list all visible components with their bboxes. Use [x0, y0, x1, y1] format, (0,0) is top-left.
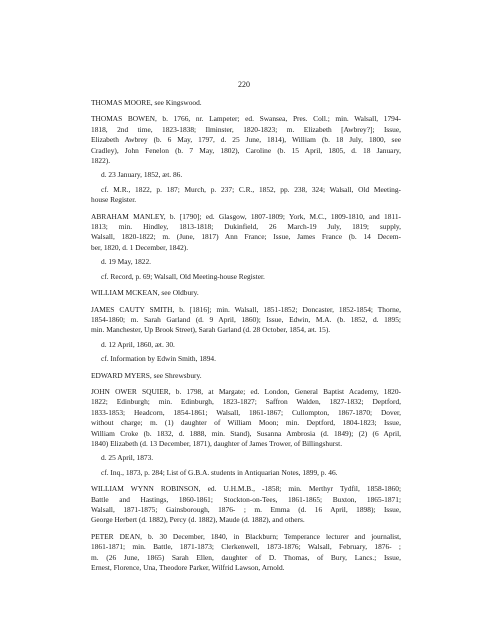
text-line: Cradley), John Fenelon (b. 7 May, 1802), Caroline (b. 15 April, 1805, d. 18 January, [91, 145, 401, 155]
text-line: 1833-1853; Headcorn, 1854-1861; Walsall, 1861-1867; Cullompton, 1867-1870; Dover, [91, 407, 401, 417]
page-number: 220 [238, 80, 250, 89]
text-line: WILLIAM MCKEAN, see Oldbury. [91, 288, 199, 298]
text-line: without charge; m. (1) daughter of William Moon; min. Deptford, 1804-1823; Issue, [91, 418, 401, 428]
entry-note [91, 170, 401, 180]
text-line: ber, 1820, d. 1 December, 1842). [91, 242, 189, 252]
biographical-entry [91, 484, 401, 526]
text-line: cf. Inq., 1873, p. 284; List of G.B.A. students in Antiquarian Notes, 1899, p. 46. [101, 467, 338, 477]
text-line: 1813; min. Hindley, 1813-1818; Dukinfield, 26 March-19 July, 1819; supply, [91, 222, 401, 232]
text-line: min. Manchester, Up Brook Street), Sarah Garland (d. 28 October, 1854, æt. 15). [91, 325, 331, 335]
text-line: d. 19 May, 1822. [101, 257, 152, 267]
text-line: 1854-1860; m. Sarah Garland (d. 9 April, 1860); Issue, Edwin, M.A. (b. 1852, d. 1895; [91, 314, 401, 324]
text-line: cf. Information by Edwin Smith, 1894. [101, 354, 216, 364]
biographical-entry [91, 212, 401, 282]
entry-note [91, 185, 401, 206]
biographical-entry [91, 532, 401, 574]
biographical-entry [91, 114, 401, 205]
text-line: Walsall, 1871-1875; Gainsborough, 1876- ; m. Emma (d. 16 April, 1898); Issue, [91, 505, 401, 514]
text-line: 1861-1871; min. Battle, 1871-1873; Clerkenwell, 1873-1876; Walsall, February, 1876- ; [91, 542, 401, 552]
biographical-entry [91, 387, 401, 478]
entry-note [91, 340, 401, 350]
text-line: Walsall, 1820-1822; m. (June, 1817) Ann France; Issue, James France (b. 14 Decem- [91, 232, 401, 242]
text-line: WILLIAM WYNN ROBINSON, ed. U.H.M.B., -1858; min. Merthyr Tydfil, 1858-1860; [91, 484, 401, 494]
text-line: 1818, 2nd time, 1823-1838; Ilminster, 1820-1823; m. Elizabeth [Awbrey?]; Issue, [91, 124, 401, 134]
entry-note [91, 257, 401, 267]
text-line: 1822; Edinburgh; min. Edinburgh, 1823-1827; Saffron Walden, 1827-1832; Deptford, [91, 397, 401, 407]
text-line: m. (26 June, 1865) Sarah Ellen, daughter of D. Thomas, of Bury, Lancs.; Issue, [91, 552, 401, 562]
text-line: d. 23 January, 1852, æt. 86. [101, 170, 183, 180]
entry-note [91, 468, 401, 478]
text-line: George Herbert (d. 1882), Percy (d. 1882), Maude (d. 1882), and others. [91, 515, 305, 525]
text-line: cf. Record, p. 69; Walsall, Old Meeting-house Register. [101, 271, 265, 281]
text-line: ABRAHAM MANLEY, b. [1790]; ed. Glasgow, 1807-1809; York, M.C., 1809-1810, and 1811- [91, 211, 401, 221]
text-line: 1822). [91, 156, 111, 166]
text-line: Elizabeth Awbrey (b. 6 May, 1797, d. 25 June, 1814), William (b. 18 July, 1800, see [91, 135, 401, 145]
text-line: JAMES CAUTY SMITH, b. [1816]; min. Walsall, 1851-1852; Doncaster, 1852-1854; Thorne, [91, 304, 401, 314]
text-line: William Croke (b. 1832, d. 1888, min. Stand), Susanna Ambrosia (d. 1849); (2) (6 April, [91, 428, 401, 438]
entry-note [91, 453, 401, 463]
entry-note [91, 272, 401, 282]
text-line: d. 12 April, 1860, æt. 30. [101, 339, 175, 349]
biographical-entry [91, 305, 401, 365]
text-line: Battle and Hastings, 1860-1861; Stockton-on-Tees, 1861-1865; Buxton, 1865-1871; [91, 494, 401, 504]
text-line: JOHN OWER SQUIER, b. 1798, at Margate; ed. London, General Baptist Academy, 1820- [91, 386, 401, 396]
text-line: PETER DEAN, b. 30 December, 1840, in Blackburn; Temperance lecturer and journalist, [91, 531, 401, 541]
biographical-entry [91, 371, 401, 381]
biographical-entry [91, 288, 401, 298]
entry-note [91, 354, 401, 364]
page-body [91, 98, 401, 579]
text-line: EDWARD MYERS, see Shrewsbury. [91, 370, 202, 380]
text-line: d. 25 April, 1873. [101, 453, 154, 463]
text-line: THOMAS BOWEN, b. 1766, nr. Lampeter; ed. Swansea, Pres. Coll.; min. Walsall, 1794- [91, 114, 401, 124]
text-line: 1840) Elizabeth (d. 13 December, 1871), daughter of James Trower, of Billingshurst. [91, 438, 343, 448]
text-line: house Register. [91, 195, 137, 205]
text-line: cf. M.R., 1822, p. 187; Murch, p. 237; C.R., 1852, pp. 238, 324; Walsall, Old Meeting- [101, 184, 401, 194]
text-line: THOMAS MOORE, see Kingswood. [91, 98, 202, 107]
text-line: Ernest, Florence, Una, Theodore Parker, Wilfrid Lawson, Arnold. [91, 563, 285, 573]
biographical-entry [91, 98, 401, 108]
